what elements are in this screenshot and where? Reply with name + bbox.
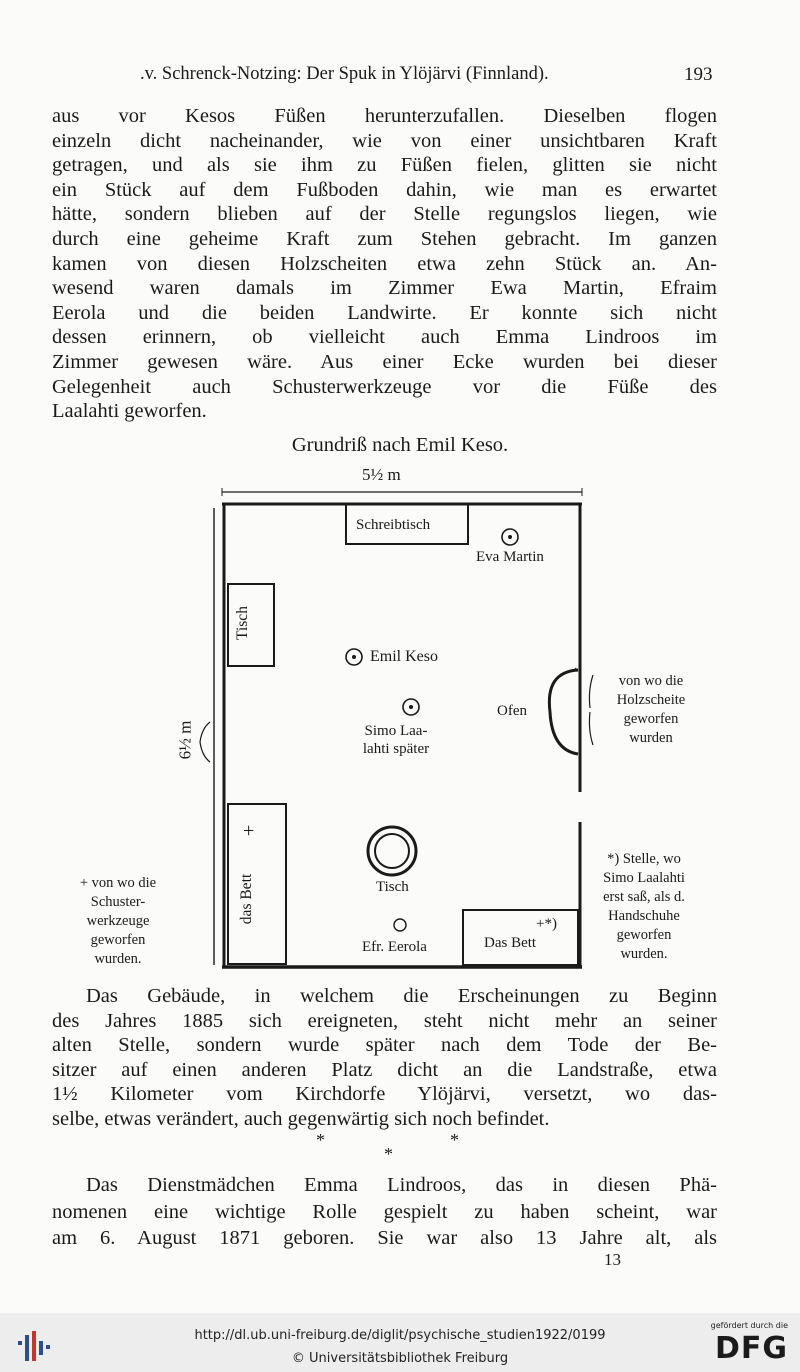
text-line: Laalahti geworfen.: [52, 400, 207, 423]
text-line: Das Gebäude, in welchem die Erscheinungen zu Beginn: [86, 985, 717, 1007]
star-marker: +*): [536, 916, 557, 932]
text-line: ein Stück auf dem Fußboden dahin, wie man es erwartet: [52, 178, 717, 201]
copyright-notice: © Universitätsbibliothek Freiburg: [291, 1351, 509, 1366]
dfg-logo: DFG: [714, 1331, 788, 1366]
paragraph-3: [52, 1172, 717, 1252]
running-head: .v. Schrenck-Notzing: Der Spuk in Ylöjärvi (Finnland).: [140, 64, 549, 84]
paragraph-1: [52, 104, 717, 424]
tisch-center-label: Tisch: [376, 879, 409, 895]
asterisk: *: [316, 1130, 325, 1150]
text-line: 1½ Kilometer vom Kirchdorfe Ylöjärvi, versetzt, wo das-: [52, 1083, 717, 1106]
text-line: nomenen eine wichtige Rolle gespielt zu haben scheint, war: [52, 1200, 717, 1223]
section-divider: [0, 1130, 800, 1170]
ofen-note: von wo die Holzscheite geworfen wurden: [616, 673, 686, 746]
text-line: Gelegenheit auch Schusterwerkzeuge vor die Füße des: [52, 375, 717, 398]
right-note: *) Stelle, wo Simo Laalahti erst saß, als d. Handschuhe geworfen wurden.: [603, 851, 685, 962]
das-bett-left-label: das Bett: [238, 873, 256, 925]
text-line: des Jahres 1885 sich ereigneten, steht nicht mehr an seiner: [52, 1009, 717, 1032]
text-line: wesend waren damals im Zimmer Ewa Martin, Efraim: [52, 277, 717, 300]
floor-plan: [0, 460, 800, 980]
document-url[interactable]: http://dl.ub.uni-freiburg.de/diglit/psychische_studien1922/0199: [194, 1328, 606, 1343]
figure-caption: Grundriß nach Emil Keso.: [291, 434, 509, 456]
text-line: alten Stelle, sondern wurde später nach dem Tode der Be-: [52, 1034, 717, 1057]
text-line: durch eine geheime Kraft zum Stehen gebracht. Im ganzen: [52, 227, 717, 250]
tisch-left-label: Tisch: [233, 606, 251, 640]
text-line: hätte, sondern blieben auf der Stelle regungslos liegen, wie: [52, 203, 717, 226]
dfg-caption: gefördert durch die: [710, 1321, 788, 1330]
paragraph-2: [52, 984, 717, 1132]
viewer-footer: [0, 1313, 800, 1372]
text-line: Zimmer gewesen wäre. Aus einer Ecke wurden bei dieser: [52, 350, 717, 373]
text-line: aus vor Kesos Füßen herunterzufallen. Dieselben flogen: [52, 105, 717, 127]
left-note: + von wo die Schuster- werkzeuge geworfen wurden.: [79, 875, 157, 967]
asterisk: *: [450, 1130, 459, 1150]
text-line: kamen von diesen Holzscheiten etwa zehn Stück an. An-: [52, 252, 717, 275]
eva-martin-label: Eva Martin: [476, 549, 544, 565]
schreibtisch-label: Schreibtisch: [356, 517, 431, 533]
text-line: selbe, etwas verändert, auch gegenwärtig sich noch befindet.: [52, 1107, 550, 1130]
width-dimension-label: 5½ m: [362, 465, 401, 484]
emil-keso-label: Emil Keso: [370, 648, 438, 665]
asterisk: *: [384, 1144, 393, 1164]
ofen-label: Ofen: [497, 703, 527, 719]
text-line: sitzer auf einen anderen Platz dicht an die Landstraße, etwa: [52, 1058, 717, 1081]
text-line: getragen, und als sie ihm zu Füßen fielen, glitten sie nicht: [52, 154, 717, 177]
plus-marker: +: [243, 820, 255, 842]
das-bett-right-label: Das Bett: [484, 935, 537, 951]
signature-mark: 13: [604, 1250, 621, 1269]
text-line: Das Dienstmädchen Emma Lindroos, das in diesen Phä-: [86, 1174, 717, 1196]
text-line: einzeln dicht nacheinander, wie von einer unsichtbaren Kraft: [52, 129, 717, 152]
text-line: am 6. August 1871 geboren. Sie war also 13 Jahre alt, als: [52, 1227, 717, 1249]
page-number: 193: [684, 64, 713, 85]
text-line: Eerola und die beiden Landwirte. Er konnte sich nicht: [52, 301, 717, 324]
text-line: dessen erinnern, ob vielleicht auch Emma Lindroos im: [52, 326, 717, 349]
efr-eerola-label: Efr. Eerola: [362, 939, 427, 955]
simo-laalahti-label: Simo Laa- lahti später: [362, 723, 430, 757]
height-dimension-label: 6½ m: [175, 720, 195, 760]
